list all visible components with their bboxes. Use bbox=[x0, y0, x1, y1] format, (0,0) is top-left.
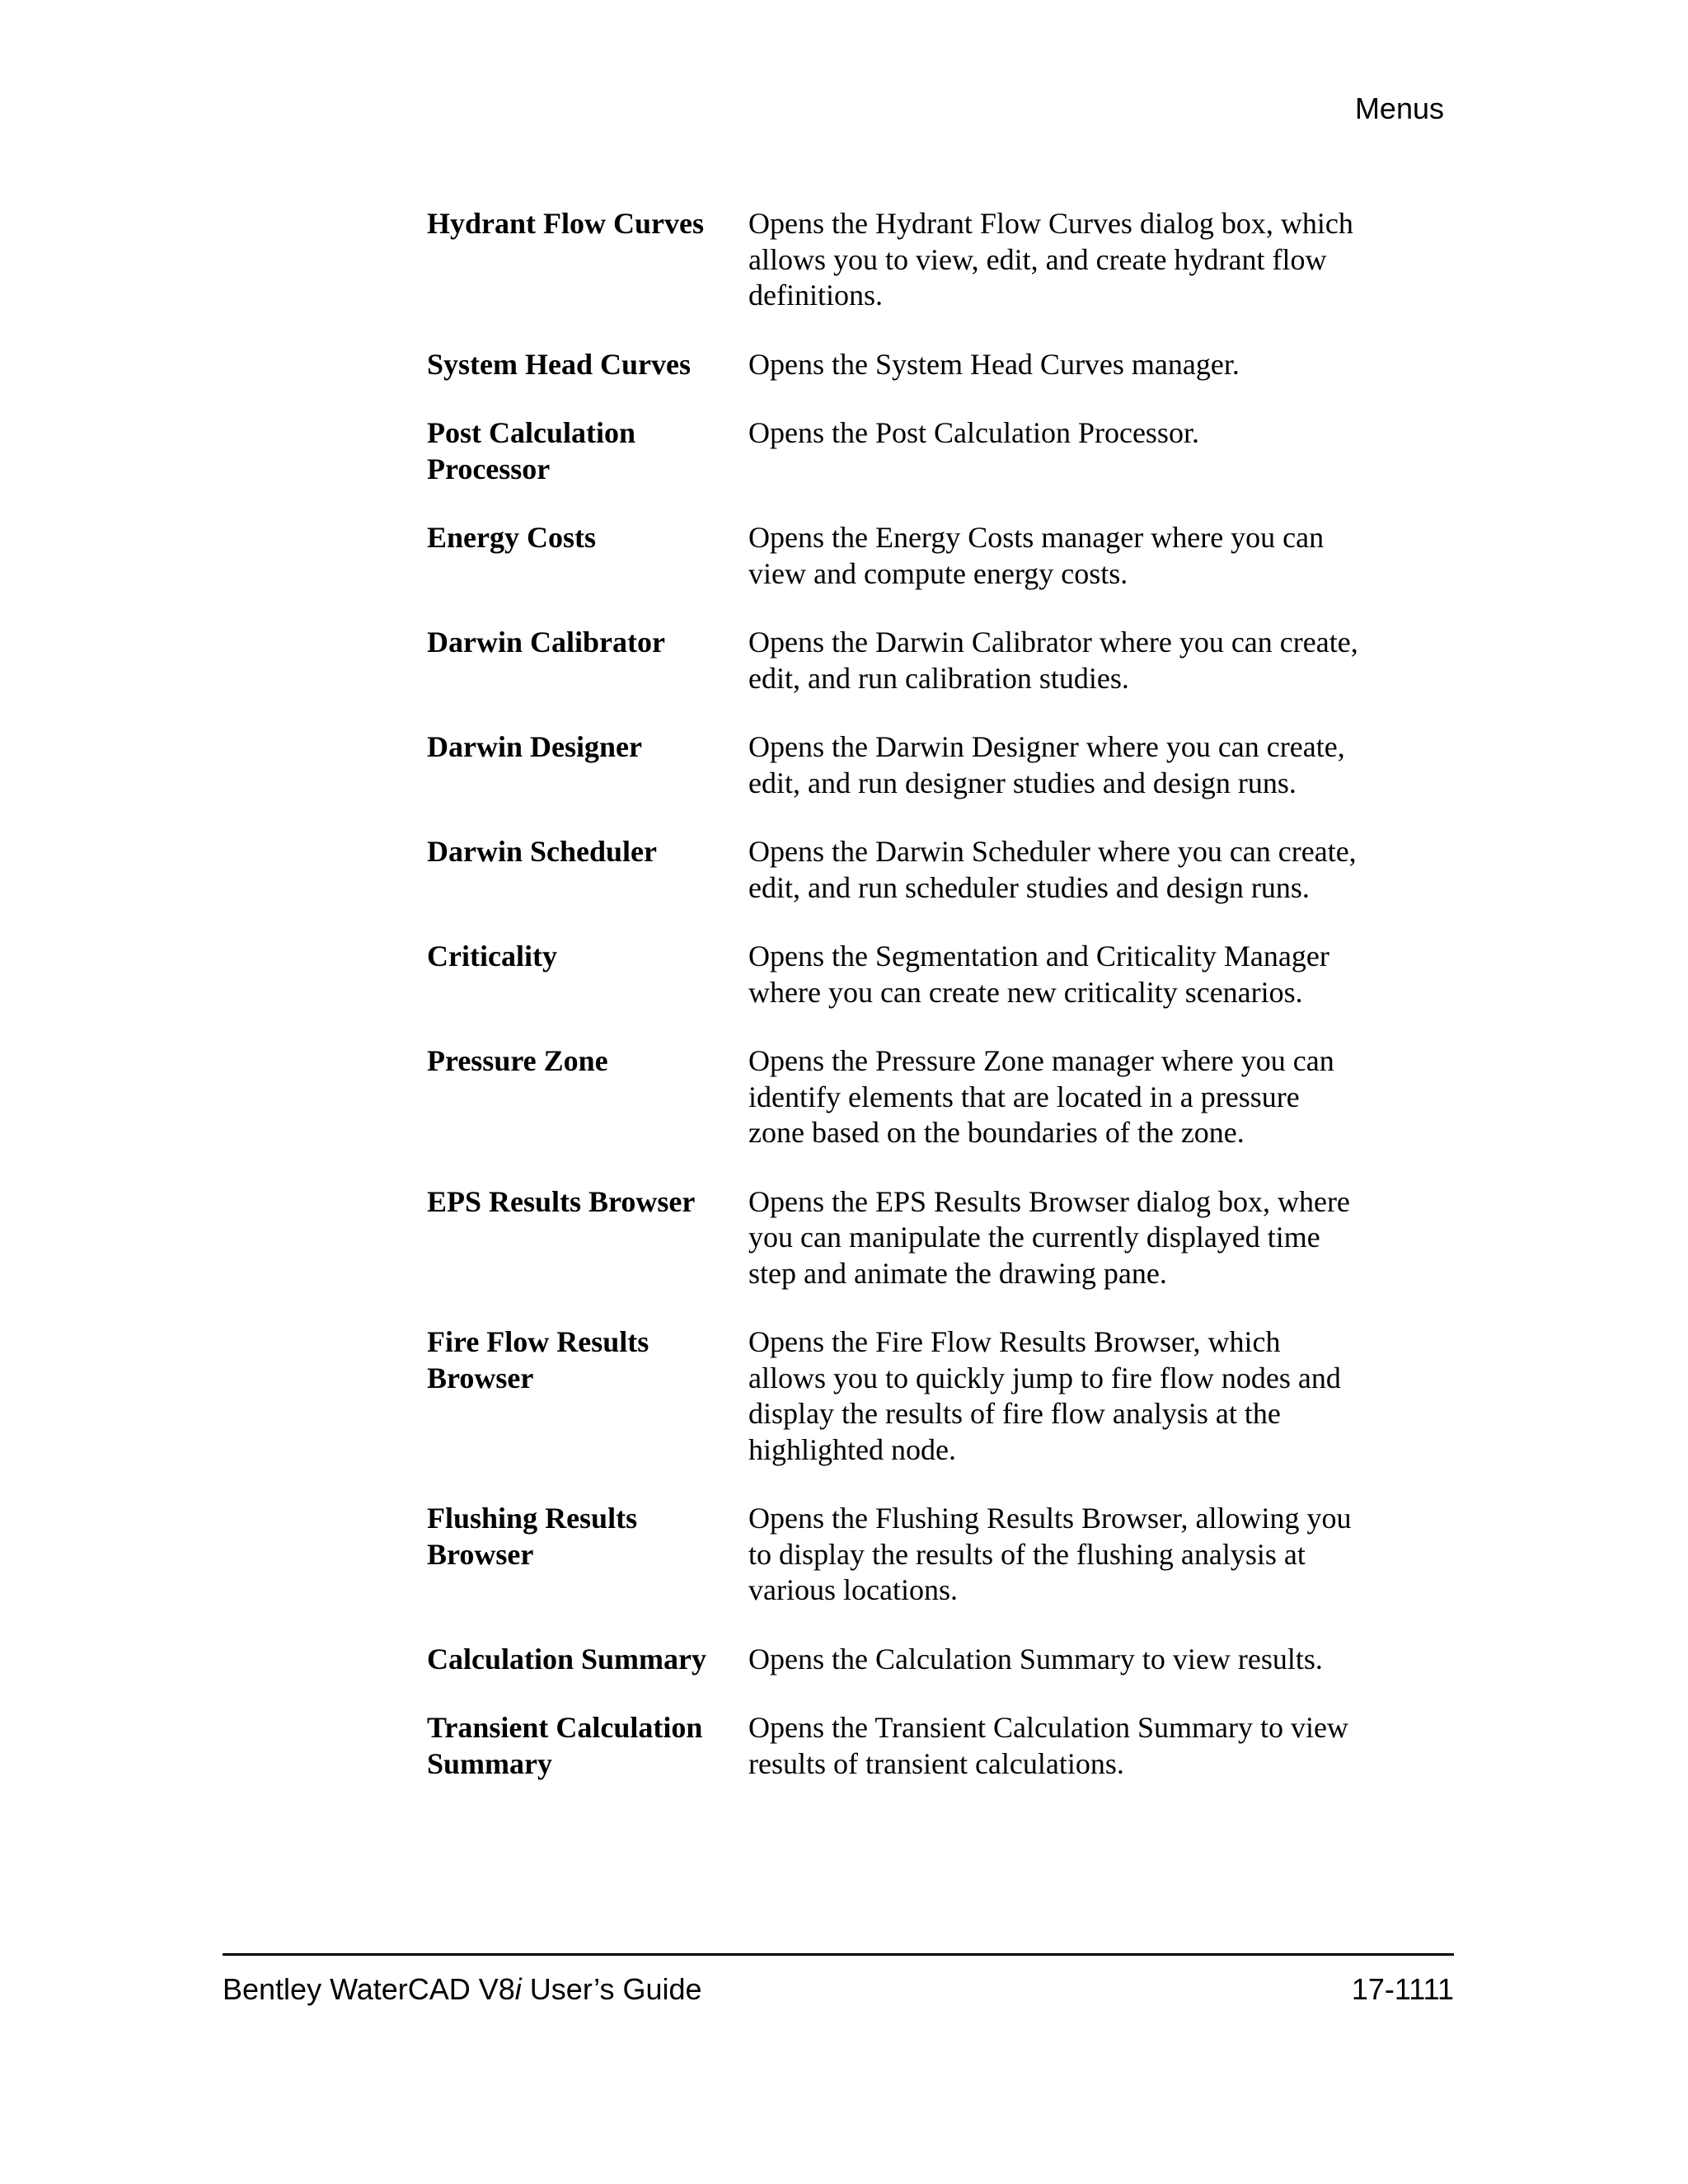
menu-item-description: Opens the Pressure Zone manager where you can identify elements that are located in a pressure zone based on the boundaries of the zone. bbox=[748, 1044, 1334, 1149]
menu-item-term: Energy Costs bbox=[427, 521, 596, 554]
guide-title-suffix: User’s Guide bbox=[521, 1972, 702, 2006]
list-item bbox=[427, 625, 1416, 696]
menu-item-description: Opens the EPS Results Browser dialog box, where you can manipulate the currently displayed time step and animate the drawing pane. bbox=[748, 1184, 1350, 1290]
list-item bbox=[427, 415, 1416, 487]
menu-item-term: Post Calculation Processor bbox=[427, 416, 636, 485]
menu-item-description: Opens the Fire Flow Results Browser, which allows you to quickly jump to fire flow nodes and display the results of fire flow analysis at the highlighted node. bbox=[748, 1325, 1341, 1466]
menu-item-description: Opens the System Head Curves manager. bbox=[748, 347, 1240, 381]
menu-item-term: Calculation Summary bbox=[427, 1642, 707, 1675]
list-item bbox=[427, 834, 1416, 906]
menu-item-description: Opens the Darwin Scheduler where you can create, edit, and run scheduler studies and design runs. bbox=[748, 835, 1357, 904]
list-item bbox=[427, 1710, 1416, 1782]
guide-title bbox=[223, 1970, 702, 2009]
menu-item-term: Fire Flow Results Browser bbox=[427, 1325, 649, 1394]
footer-divider bbox=[223, 1953, 1454, 1956]
menu-entries-list bbox=[427, 206, 1416, 1815]
menu-item-term: Pressure Zone bbox=[427, 1044, 608, 1077]
menu-item-description: Opens the Flushing Results Browser, allowing you to display the results of the flushing analysis at various locations. bbox=[748, 1502, 1352, 1606]
section-title: Menus bbox=[1354, 91, 1444, 125]
page-number: 17-1111 bbox=[1351, 1972, 1454, 2006]
list-item bbox=[427, 520, 1416, 592]
menu-item-term: EPS Results Browser bbox=[427, 1184, 696, 1218]
menu-item-term: Transient Calculation Summary bbox=[427, 1711, 703, 1780]
list-item bbox=[427, 1501, 1416, 1609]
menu-item-term: System Head Curves bbox=[427, 347, 691, 381]
menu-item-description: Opens the Calculation Summary to view results. bbox=[748, 1642, 1323, 1675]
list-item bbox=[427, 206, 1416, 314]
guide-title-prefix: Bentley WaterCAD V8 bbox=[223, 1972, 515, 2006]
list-item bbox=[427, 939, 1416, 1010]
list-item bbox=[427, 1324, 1416, 1468]
menu-item-term: Criticality bbox=[427, 940, 557, 972]
list-item bbox=[427, 1642, 1416, 1678]
menu-item-term: Hydrant Flow Curves bbox=[427, 207, 704, 240]
menu-item-description: Opens the Post Calculation Processor. bbox=[748, 416, 1199, 449]
list-item bbox=[427, 347, 1416, 383]
menu-item-term: Darwin Scheduler bbox=[427, 835, 657, 868]
list-item bbox=[427, 1184, 1416, 1292]
menu-item-description: Opens the Segmentation and Criticality Manager where you can create new criticality scenarios. bbox=[748, 940, 1329, 1009]
menu-item-term: Darwin Designer bbox=[427, 730, 642, 763]
menu-item-description: Opens the Darwin Designer where you can create, edit, and run designer studies and design runs. bbox=[748, 730, 1345, 799]
list-item bbox=[427, 729, 1416, 801]
menu-item-description: Opens the Energy Costs manager where you can view and compute energy costs. bbox=[748, 521, 1325, 590]
list-item bbox=[427, 1043, 1416, 1151]
menu-item-term: Darwin Calibrator bbox=[427, 626, 665, 658]
menu-item-term: Flushing Results Browser bbox=[427, 1502, 638, 1571]
menu-item-description: Opens the Hydrant Flow Curves dialog box, which allows you to view, edit, and create hydrant flow definitions. bbox=[748, 207, 1353, 312]
menu-item-description: Opens the Transient Calculation Summary to view results of transient calculations. bbox=[748, 1711, 1348, 1780]
guide-title-italic: i bbox=[514, 1972, 522, 2006]
menu-item-description: Opens the Darwin Calibrator where you can create, edit, and run calibration studies. bbox=[748, 626, 1358, 695]
